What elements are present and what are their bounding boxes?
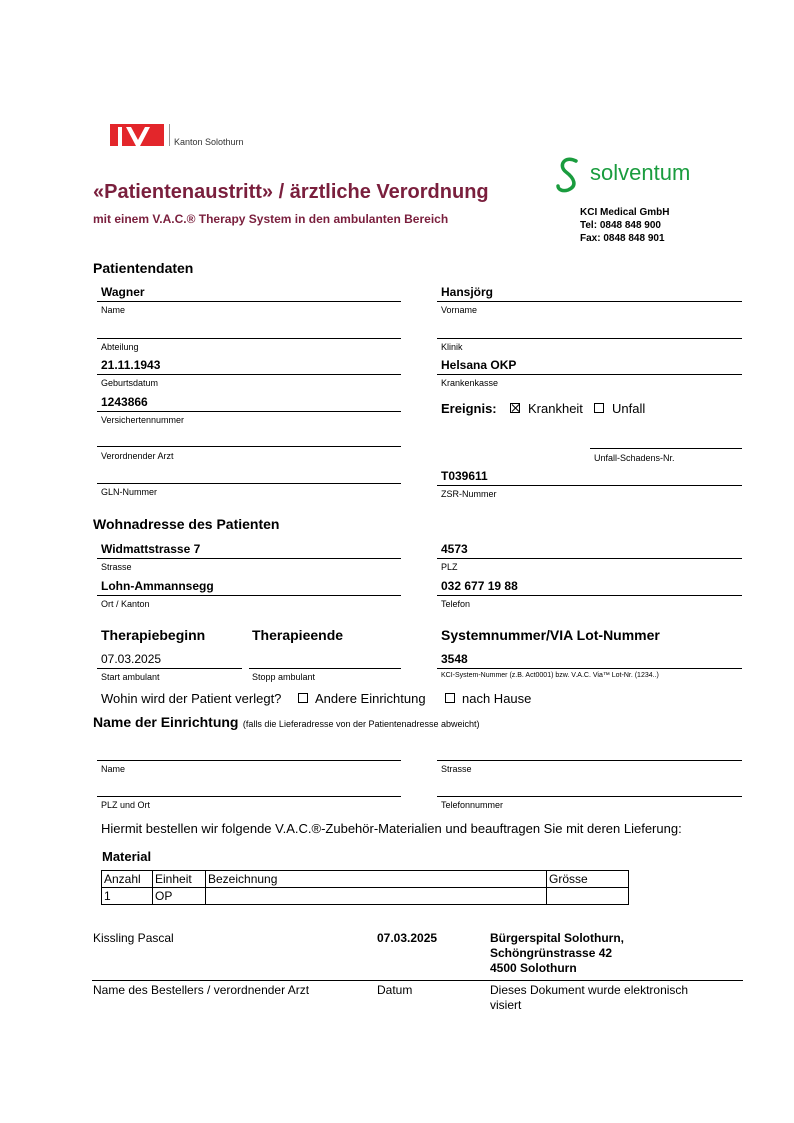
kanton-logo-mark-icon <box>110 124 164 146</box>
krankenkasse-value[interactable]: Helsana OKP <box>441 358 517 372</box>
solventum-logo-text: solventum <box>590 160 691 185</box>
geburtsdatum-line <box>97 374 401 375</box>
company-fax: Fax: 0848 848 901 <box>580 233 665 244</box>
strasse-line <box>97 558 401 559</box>
nach-hause-checkbox[interactable] <box>445 693 455 703</box>
vorname-value[interactable]: Hansjörg <box>441 285 494 299</box>
cell-anzahl[interactable]: 1 <box>102 888 153 905</box>
signature-line <box>92 980 743 981</box>
telefon-value[interactable]: 032 677 19 88 <box>441 579 518 593</box>
nach-hause-label: nach Hause <box>462 691 532 706</box>
plz-label: PLZ <box>441 562 458 572</box>
telefon-label: Telefon <box>441 599 471 609</box>
datum-label: Datum <box>377 983 413 997</box>
strasse-value[interactable]: Widmattstrasse 7 <box>101 542 201 556</box>
kanton-logo <box>110 124 250 148</box>
hospital-line2: Schöngrünstrasse 42 <box>490 946 613 960</box>
andere-einrichtung-checkbox[interactable] <box>298 693 308 703</box>
versichertennummer-value[interactable]: 1243866 <box>101 395 148 409</box>
ort-label: Ort / Kanton <box>101 599 150 609</box>
einrichtung-plz-line <box>97 796 401 797</box>
cell-groesse[interactable] <box>547 888 629 905</box>
solventum-mark-icon <box>556 156 584 194</box>
signature-date: 07.03.2025 <box>377 931 438 945</box>
col-einheit: Einheit <box>153 871 206 888</box>
zsr-value[interactable]: T039611 <box>441 469 488 483</box>
einrichtung-name-label: Name <box>101 764 126 774</box>
einrichtung-telefon-line <box>437 796 742 797</box>
system-line <box>437 668 742 669</box>
system-value[interactable]: 3548 <box>441 652 468 666</box>
abteilung-label: Abteilung <box>101 342 139 352</box>
arzt-top-line <box>97 446 401 447</box>
electronic-line2: visiert <box>490 998 522 1012</box>
electronic-note <box>490 983 688 1013</box>
start-ambulant-label: Start ambulant <box>101 672 160 682</box>
gln-label: GLN-Nummer <box>101 487 158 497</box>
page-subtitle: mit einem V.A.C.® Therapy System in den ambulanten Bereich <box>93 212 449 226</box>
address-section-heading: Wohnadresse des Patienten <box>93 516 280 532</box>
zsr-line <box>437 485 742 486</box>
plz-value[interactable]: 4573 <box>441 542 468 556</box>
klinik-label: Klinik <box>441 342 463 352</box>
ort-value[interactable]: Lohn-Ammannsegg <box>101 579 214 593</box>
abteilung-line <box>97 338 401 339</box>
einrichtung-strasse-label: Strasse <box>441 764 472 774</box>
ort-line <box>97 595 401 596</box>
electronic-line1: Dieses Dokument wurde elektronisch <box>490 983 689 997</box>
geburtsdatum-label: Geburtsdatum <box>101 378 159 388</box>
krankenkasse-label: Krankenkasse <box>441 378 499 388</box>
gln-line <box>97 483 401 484</box>
name-line <box>97 301 401 302</box>
einrichtung-heading: Name der Einrichtung <box>93 714 239 730</box>
vorname-label: Vorname <box>441 305 478 315</box>
company-info <box>580 206 669 245</box>
klinik-line <box>437 338 742 339</box>
col-groesse: Grösse <box>547 871 629 888</box>
cell-einheit[interactable]: OP <box>153 888 206 905</box>
material-header-row <box>102 871 629 888</box>
andere-einrichtung-label: Andere Einrichtung <box>315 691 426 706</box>
einrichtung-strasse-line <box>437 760 742 761</box>
einrichtung-note: (falls die Lieferadresse von der Patientenadresse abweicht) <box>242 719 480 729</box>
systemnummer-heading: Systemnummer/VIA Lot-Nummer <box>441 627 660 643</box>
stopp-ambulant-line <box>249 668 401 669</box>
name-value[interactable]: Wagner <box>101 285 145 299</box>
krankenkasse-line <box>437 374 742 375</box>
company-tel: Tel: 0848 848 900 <box>580 220 661 231</box>
material-table <box>101 870 629 905</box>
versichertennummer-label: Versichertennummer <box>101 415 185 425</box>
name-label: Name <box>101 305 126 315</box>
order-text: Hiermit bestellen wir folgende V.A.C.®-Zubehör-Materialien und beauftragen Sie mit deren Lieferung: <box>101 821 682 836</box>
unfall-schadens-line <box>590 448 742 449</box>
strasse-label: Strasse <box>101 562 132 572</box>
besteller-label: Name des Bestellers / verordnender Arzt <box>93 983 310 997</box>
cell-bezeichnung[interactable] <box>206 888 547 905</box>
col-bezeichnung: Bezeichnung <box>206 871 547 888</box>
hospital-line1: Bürgerspital Solothurn, <box>490 931 625 945</box>
zsr-label: ZSR-Nummer <box>441 489 497 499</box>
einrichtung-plz-ort-label: PLZ und Ort <box>101 800 151 810</box>
therapiebeginn-heading: Therapiebeginn <box>101 627 206 643</box>
plz-line <box>437 558 742 559</box>
solventum-logo <box>556 156 716 196</box>
telefon-line <box>437 595 742 596</box>
company-name: KCI Medical GmbH <box>580 207 670 218</box>
verordnender-arzt-label: Verordnender Arzt <box>101 451 174 461</box>
versichertennummer-line <box>97 411 401 412</box>
table-row <box>102 888 629 905</box>
einrichtung-telefon-label: Telefonnummer <box>441 800 504 810</box>
geburtsdatum-value[interactable]: 21.11.1943 <box>101 358 161 372</box>
besteller-name: Kissling Pascal <box>93 931 174 945</box>
kanton-logo-text: Kanton Solothurn <box>174 137 244 147</box>
verlegt-question: Wohin wird der Patient verlegt? <box>101 691 282 706</box>
page-title: «Patientenaustritt» / ärztliche Verordnung <box>93 181 489 203</box>
einrichtung-heading-row <box>93 714 480 732</box>
vorname-line <box>437 301 742 302</box>
einrichtung-name-line <box>97 760 401 761</box>
unfall-label: Unfall <box>612 401 646 416</box>
unfall-checkbox[interactable] <box>594 403 604 413</box>
material-heading: Material <box>102 849 152 864</box>
patient-section-heading: Patientendaten <box>93 260 194 276</box>
krankheit-label: Krankheit <box>528 401 583 416</box>
col-anzahl: Anzahl <box>102 871 153 888</box>
therapieende-heading: Therapieende <box>252 627 344 643</box>
hospital-address <box>490 931 624 976</box>
krankheit-checkbox[interactable] <box>510 403 520 413</box>
system-label: KCI-System-Nummer (z.B. Act0001) bzw. V.A.C. Via™ Lot-Nr. (1234..) <box>441 672 659 679</box>
stopp-ambulant-label: Stopp ambulant <box>252 672 316 682</box>
ereignis-label: Ereignis: <box>441 401 497 416</box>
unfall-schadens-label: Unfall-Schadens-Nr. <box>594 453 675 463</box>
start-ambulant-line <box>97 668 242 669</box>
start-ambulant-value[interactable]: 07.03.2025 <box>101 652 162 666</box>
hospital-line3: 4500 Solothurn <box>490 961 577 975</box>
